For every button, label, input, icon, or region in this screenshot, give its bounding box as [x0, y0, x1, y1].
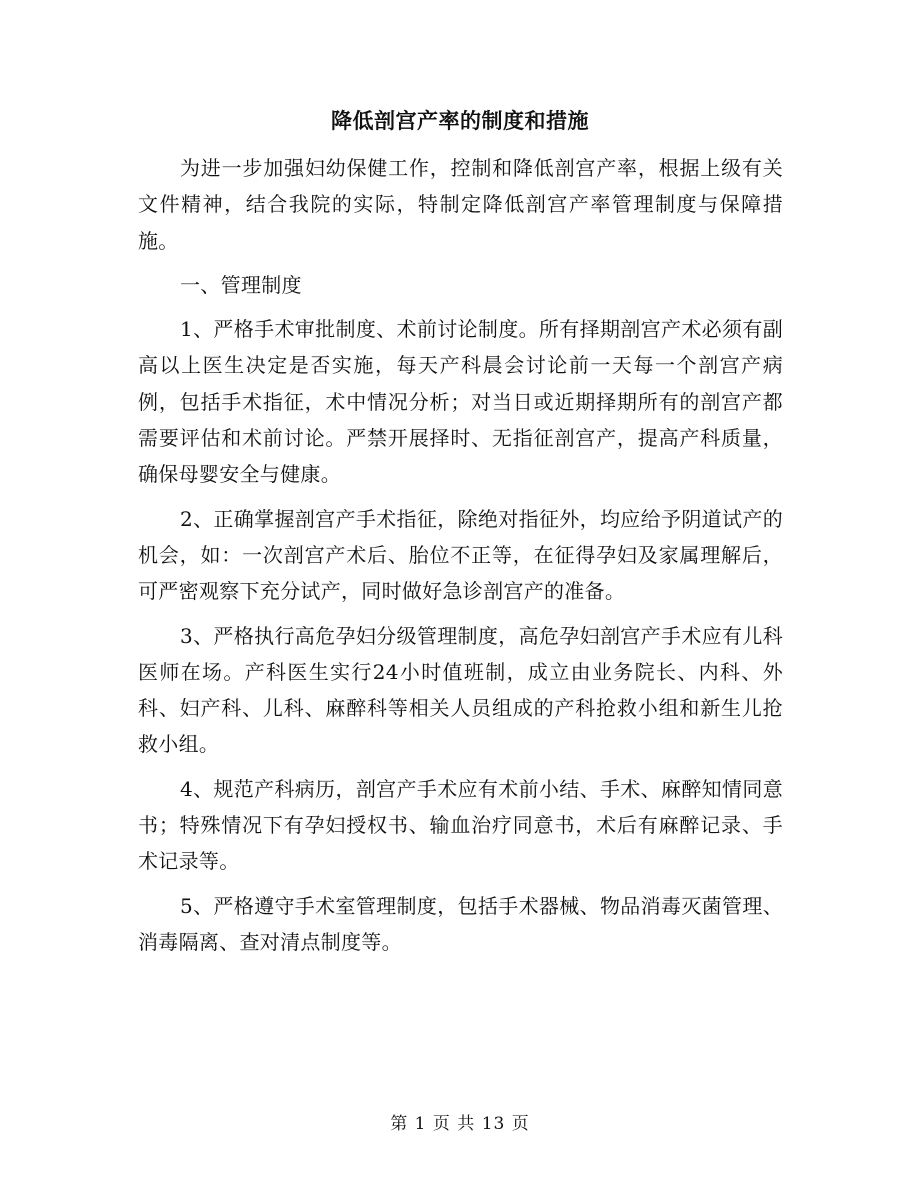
paragraph-item-3: 3、严格执行高危孕妇分级管理制度，高危孕妇剖宫产手术应有儿科医师在场。产科医生实行24小时值班制，成立由业务院长、内科、外科、妇产科、儿科、麻醉科等相关人员组成的产科抢救小组和新生儿抢救小组。	[138, 623, 783, 757]
intro-paragraph: 为进一步加强妇幼保健工作，控制和降低剖宫产率，根据上级有关文件精神，结合我院的实际，特制定降低剖宫产率管理制度与保障措施。	[138, 156, 783, 253]
paragraph-item-1: 1、严格手术审批制度、术前讨论制度。所有择期剖宫产术必须有副高以上医生决定是否实施，每天产科晨会讨论前一天每一个剖宫产病例，包括手术指征，术中情况分析；对当日或近期择期所有的剖宫产都需要评估和术前讨论。严禁开展择时、无指征剖宫产，提高产科质量，确保母婴安全与健康。	[138, 317, 783, 487]
section-heading-management: 一、管理制度	[180, 272, 302, 297]
paragraph-item-2: 2、正确掌握剖宫产手术指征，除绝对指征外，均应给予阴道试产的机会，如：一次剖宫产术后、胎位不正等，在征得孕妇及家属理解后，可严密观察下充分试产，同时做好急诊剖宫产的准备。	[138, 506, 783, 604]
page-number-footer: 第 1 页 共 13 页	[390, 1114, 530, 1134]
paragraph-item-5: 5、严格遵守手术室管理制度，包括手术器械、物品消毒灭菌管理、消毒隔离、查对清点制度等。	[138, 893, 783, 954]
document-body	[138, 150, 783, 968]
paragraph-item-4: 4、规范产科病历，剖宫产手术应有术前小结、手术、麻醉知情同意书；特殊情况下有孕妇授权书、输血治疗同意书，术后有麻醉记录、手术记录等。	[138, 776, 783, 874]
document-title: 降低剖宫产率的制度和措施	[331, 108, 589, 133]
